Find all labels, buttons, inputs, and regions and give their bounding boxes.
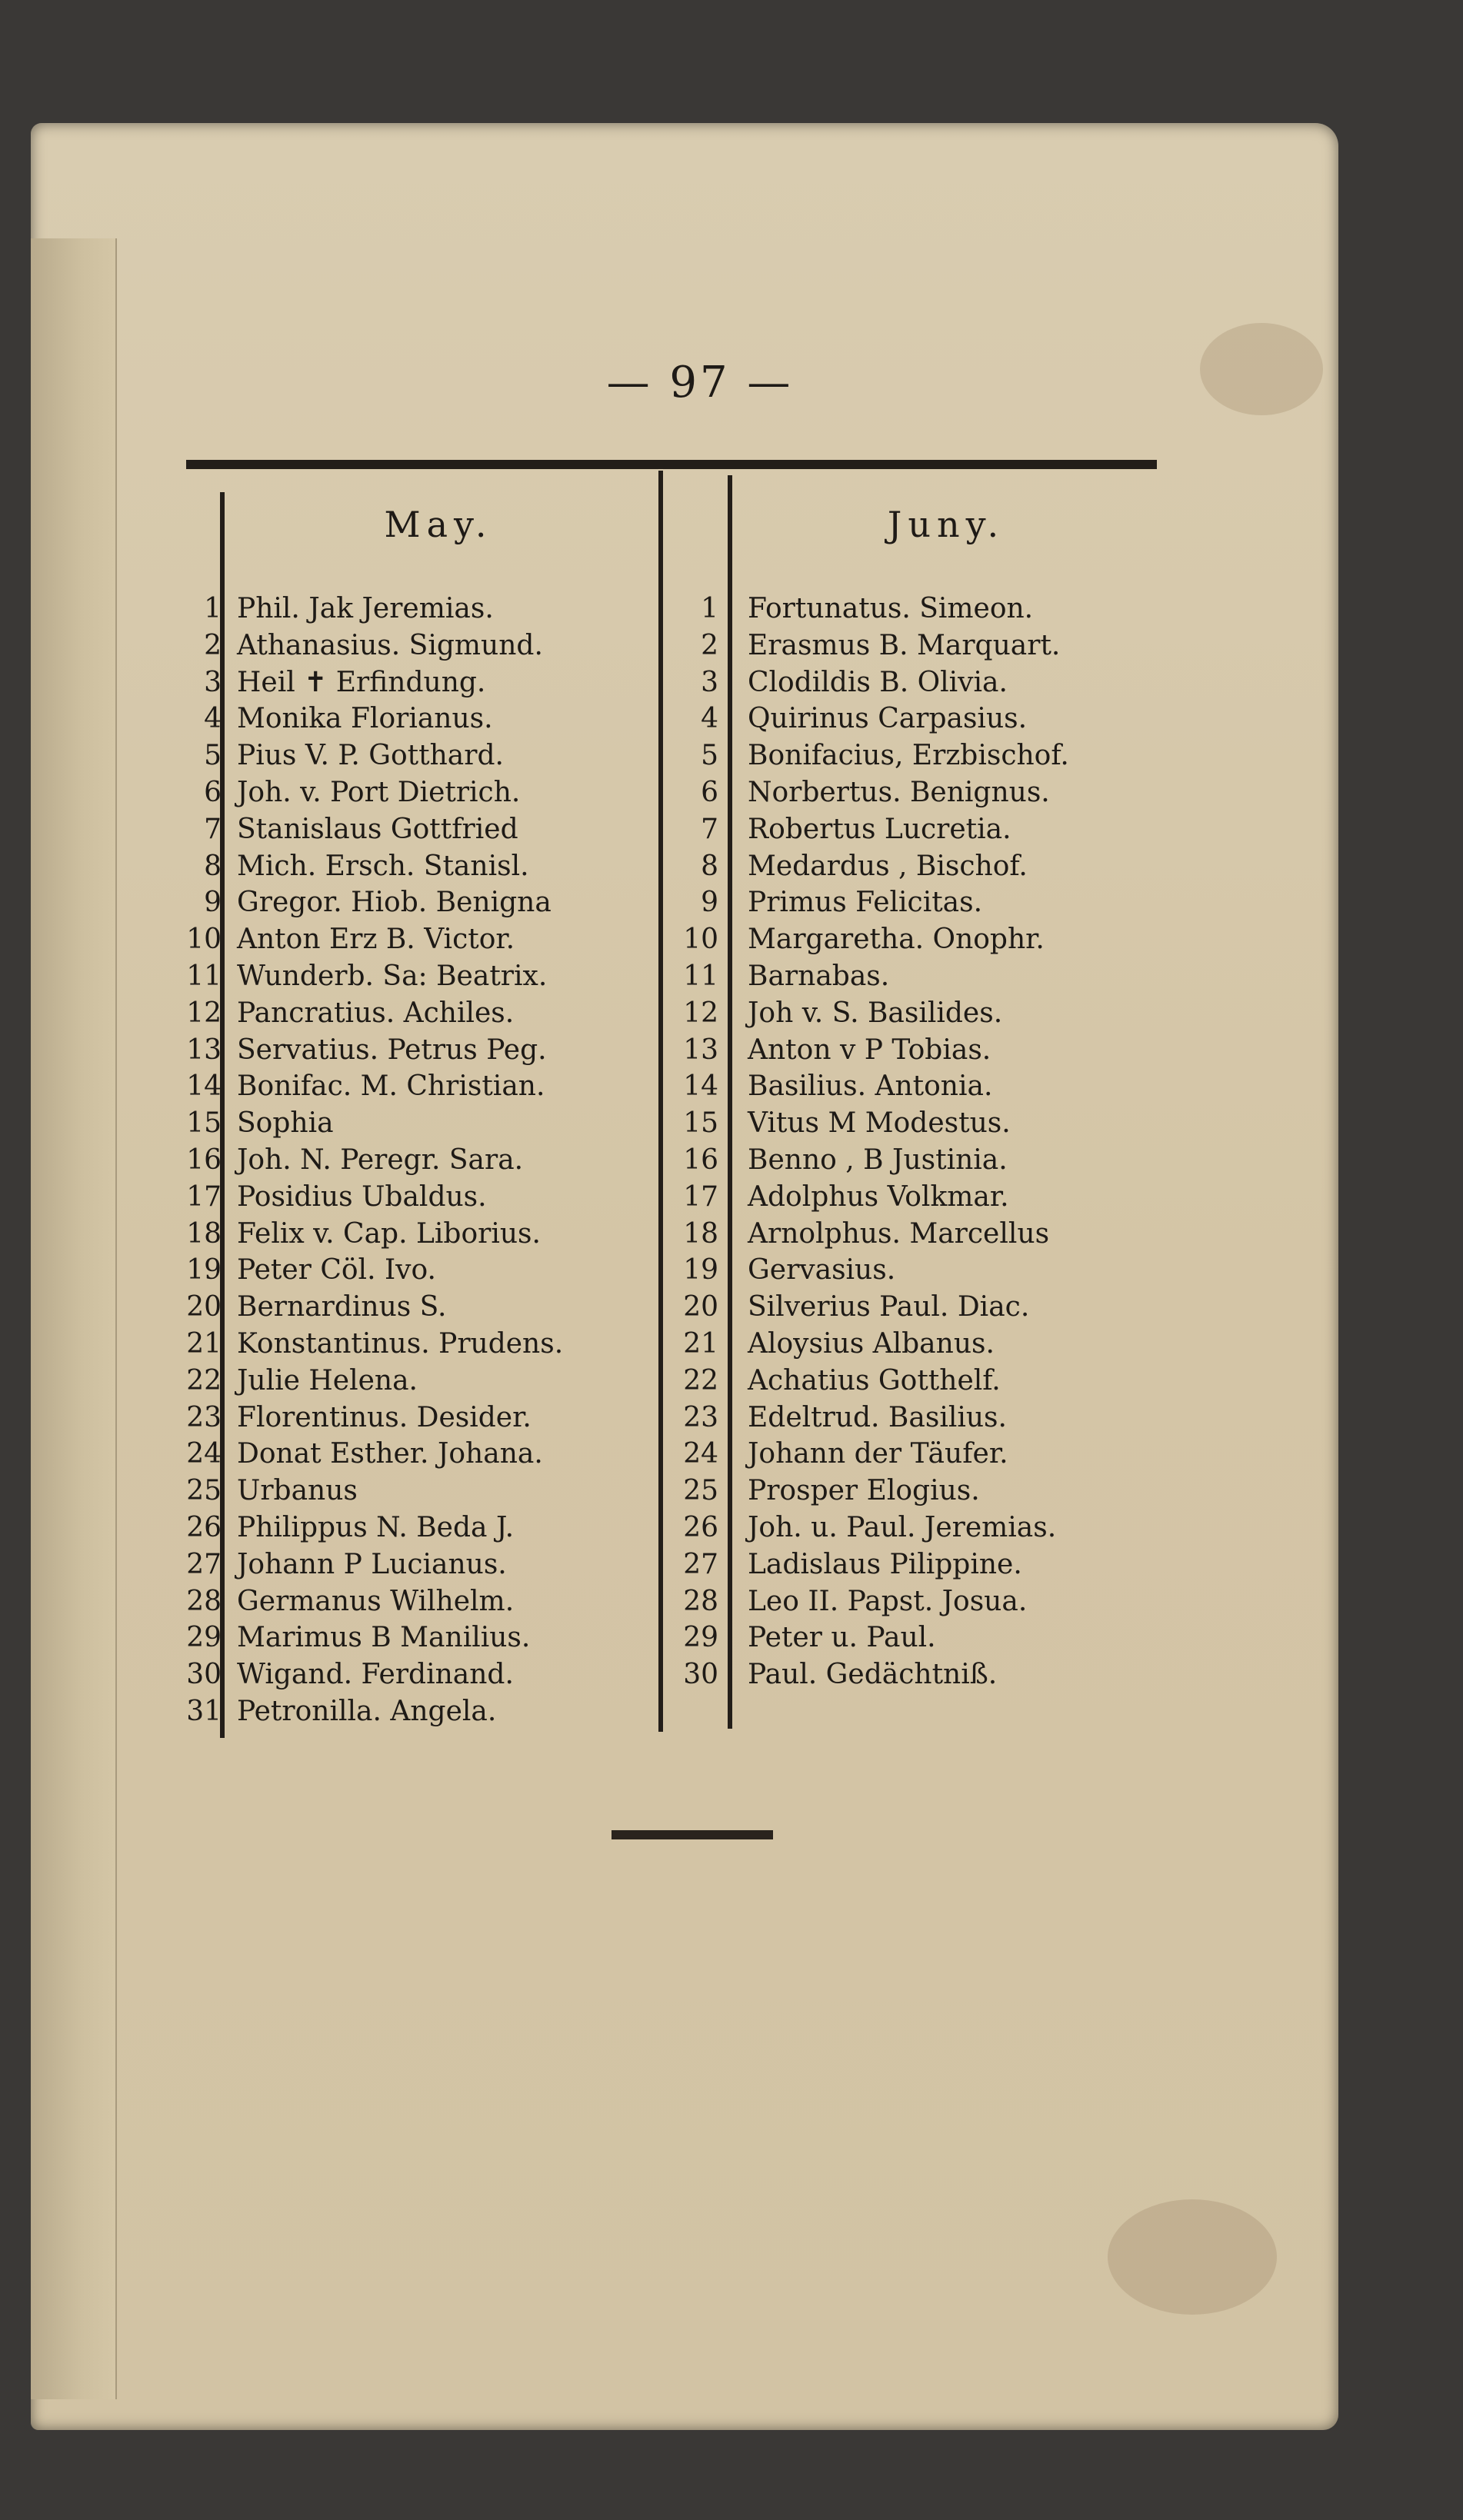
day-number: 13 (683, 1034, 718, 1066)
day-number: 10 (683, 924, 718, 956)
saint-names: Clodildis B. Olivia. (748, 666, 1008, 698)
paper-stain (1108, 2199, 1277, 2315)
day-number: 22 (186, 1364, 222, 1396)
saint-names: Basilius. Antonia. (748, 1070, 993, 1103)
saint-names: Bonifac. M. Christian. (237, 1070, 545, 1103)
day-number: 18 (186, 1217, 222, 1250)
day-number: 5 (204, 740, 222, 772)
day-number: 4 (701, 703, 718, 735)
day-number: 29 (186, 1622, 222, 1654)
saint-names: Wigand. Ferdinand. (237, 1659, 514, 1691)
header-rule (186, 460, 1157, 469)
day-number: 7 (204, 813, 222, 845)
saint-names: Bernardinus S. (237, 1291, 447, 1323)
saint-names: Erasmus B. Marquart. (748, 629, 1061, 661)
day-number: 18 (683, 1217, 718, 1250)
day-number: 14 (186, 1070, 222, 1103)
saint-names: Arnolphus. Marcellus (748, 1217, 1050, 1250)
saint-names: Monika Florianus. (237, 703, 493, 735)
saint-names: Norbertus. Benignus. (748, 776, 1050, 808)
day-number: 31 (186, 1695, 222, 1727)
day-number: 19 (683, 1254, 718, 1287)
saint-names: Florentinus. Desider. (237, 1401, 532, 1433)
day-number: 28 (683, 1585, 718, 1617)
saint-names: Barnabas. (748, 960, 890, 992)
day-number: 3 (204, 666, 222, 698)
day-number: 22 (683, 1364, 718, 1396)
saint-names: Konstantinus. Prudens. (237, 1327, 564, 1360)
saint-names: Posidius Ubaldus. (237, 1180, 487, 1213)
day-number: 15 (186, 1107, 222, 1140)
day-number: 2 (204, 629, 222, 661)
saint-names: Johann der Täufer. (748, 1438, 1008, 1470)
day-number: 8 (204, 850, 222, 882)
day-number: 9 (701, 887, 718, 919)
saint-names: Petronilla. Angela. (237, 1695, 497, 1727)
day-number: 6 (204, 776, 222, 808)
day-number: 26 (683, 1511, 718, 1543)
saint-names: Robertus Lucretia. (748, 813, 1011, 845)
day-number: 12 (683, 997, 718, 1029)
saint-names: Medardus , Bischof. (748, 850, 1028, 882)
day-number: 30 (683, 1659, 718, 1691)
paper-stain (1200, 323, 1323, 415)
day-number: 28 (186, 1585, 222, 1617)
saint-names: Vitus M Modestus. (748, 1107, 1011, 1140)
day-number: 9 (204, 887, 222, 919)
saint-names: Achatius Gotthelf. (748, 1364, 1001, 1396)
saint-names: Paul. Gedächtniß. (748, 1659, 998, 1691)
day-number: 27 (683, 1548, 718, 1580)
saint-names: Wunderb. Sa: Beatrix. (237, 960, 548, 992)
day-number: 17 (186, 1180, 222, 1213)
day-number: 19 (186, 1254, 222, 1287)
saint-names: Stanislaus Gottfried (237, 813, 518, 845)
saint-names: Johann P Lucianus. (237, 1548, 507, 1580)
saint-names: Peter u. Paul. (748, 1622, 936, 1654)
day-number: 25 (683, 1475, 718, 1507)
saint-names: Felix v. Cap. Liborius. (237, 1217, 541, 1250)
saint-names: Adolphus Volkmar. (748, 1180, 1009, 1213)
saint-names: Benno , B Justinia. (748, 1143, 1008, 1176)
saint-names: Prosper Elogius. (748, 1475, 980, 1507)
day-number: 8 (701, 850, 718, 882)
saint-names: Ladislaus Pilippine. (748, 1548, 1022, 1580)
day-number: 16 (186, 1143, 222, 1176)
day-number: 11 (186, 960, 222, 992)
footer-rule (612, 1830, 773, 1839)
day-number: 27 (186, 1548, 222, 1580)
day-number: 30 (186, 1659, 222, 1691)
day-number: 15 (683, 1107, 718, 1140)
saint-names: Edeltrud. Basilius. (748, 1401, 1007, 1433)
day-number: 20 (186, 1291, 222, 1323)
saint-names: Pius V. P. Gotthard. (237, 740, 504, 772)
saint-names: Urbanus (237, 1475, 358, 1507)
day-number: 1 (701, 593, 718, 624)
saint-names: Aloysius Albanus. (748, 1327, 995, 1360)
saint-names: Pancratius. Achiles. (237, 997, 515, 1029)
saint-names: Germanus Wilhelm. (237, 1585, 515, 1617)
saint-names: Fortunatus. Simeon. (748, 593, 1034, 624)
day-number: 12 (186, 997, 222, 1029)
saint-names: Joh. u. Paul. Jeremias. (748, 1511, 1057, 1543)
saint-names: Donat Esther. Johana. (237, 1438, 543, 1470)
day-number: 23 (186, 1401, 222, 1433)
day-number: 24 (683, 1438, 718, 1470)
saint-names: Joh. N. Peregr. Sara. (237, 1143, 524, 1176)
saint-names: Marimus B Manilius. (237, 1622, 531, 1654)
day-number: 13 (186, 1034, 222, 1066)
saint-names: Anton v P Tobias. (748, 1034, 991, 1066)
saint-names: Phil. Jak Jeremias. (237, 593, 494, 624)
saint-names: Anton Erz B. Victor. (237, 924, 515, 956)
saint-names: Gregor. Hiob. Benigna (237, 887, 552, 919)
may-heading: May. (384, 504, 493, 545)
day-number: 11 (683, 960, 718, 992)
page-gutter (31, 238, 117, 2399)
saint-names: Philippus N. Beda J. (237, 1511, 515, 1543)
day-number: 26 (186, 1511, 222, 1543)
day-number: 20 (683, 1291, 718, 1323)
day-number: 24 (186, 1438, 222, 1470)
day-number: 29 (683, 1622, 718, 1654)
day-number: 5 (701, 740, 718, 772)
saint-names: Julie Helena. (237, 1364, 418, 1396)
june-heading: Juny. (887, 504, 1005, 545)
day-number: 2 (701, 629, 718, 661)
saint-names: Margaretha. Onophr. (748, 924, 1045, 956)
day-number: 4 (204, 703, 222, 735)
saint-names: Silverius Paul. Diac. (748, 1291, 1030, 1323)
day-number: 21 (186, 1327, 222, 1360)
day-number: 25 (186, 1475, 222, 1507)
saint-names: Joh v. S. Basilides. (748, 997, 1003, 1029)
saint-names: Joh. v. Port Dietrich. (237, 776, 521, 808)
column-rule-center-right (728, 475, 732, 1729)
saint-names: Primus Felicitas. (748, 887, 983, 919)
saint-names: Bonifacius, Erzbischof. (748, 740, 1069, 772)
saint-names: Athanasius. Sigmund. (237, 629, 543, 661)
day-number: 1 (204, 593, 222, 624)
page-number: — 97 — (606, 358, 794, 408)
saint-names: Mich. Ersch. Stanisl. (237, 850, 529, 882)
day-number: 7 (701, 813, 718, 845)
day-number: 23 (683, 1401, 718, 1433)
day-number: 14 (683, 1070, 718, 1103)
day-number: 3 (701, 666, 718, 698)
day-number: 16 (683, 1143, 718, 1176)
saint-names: Peter Cöl. Ivo. (237, 1254, 436, 1287)
saint-names: Heil ✝ Erfindung. (237, 666, 486, 698)
saint-names: Leo II. Papst. Josua. (748, 1585, 1028, 1617)
day-number: 10 (186, 924, 222, 956)
saint-names: Servatius. Petrus Peg. (237, 1034, 547, 1066)
day-number: 6 (701, 776, 718, 808)
saint-names: Sophia (237, 1107, 334, 1140)
saint-names: Gervasius. (748, 1254, 896, 1287)
saint-names: Quirinus Carpasius. (748, 703, 1028, 735)
day-number: 21 (683, 1327, 718, 1360)
day-number: 17 (683, 1180, 718, 1213)
